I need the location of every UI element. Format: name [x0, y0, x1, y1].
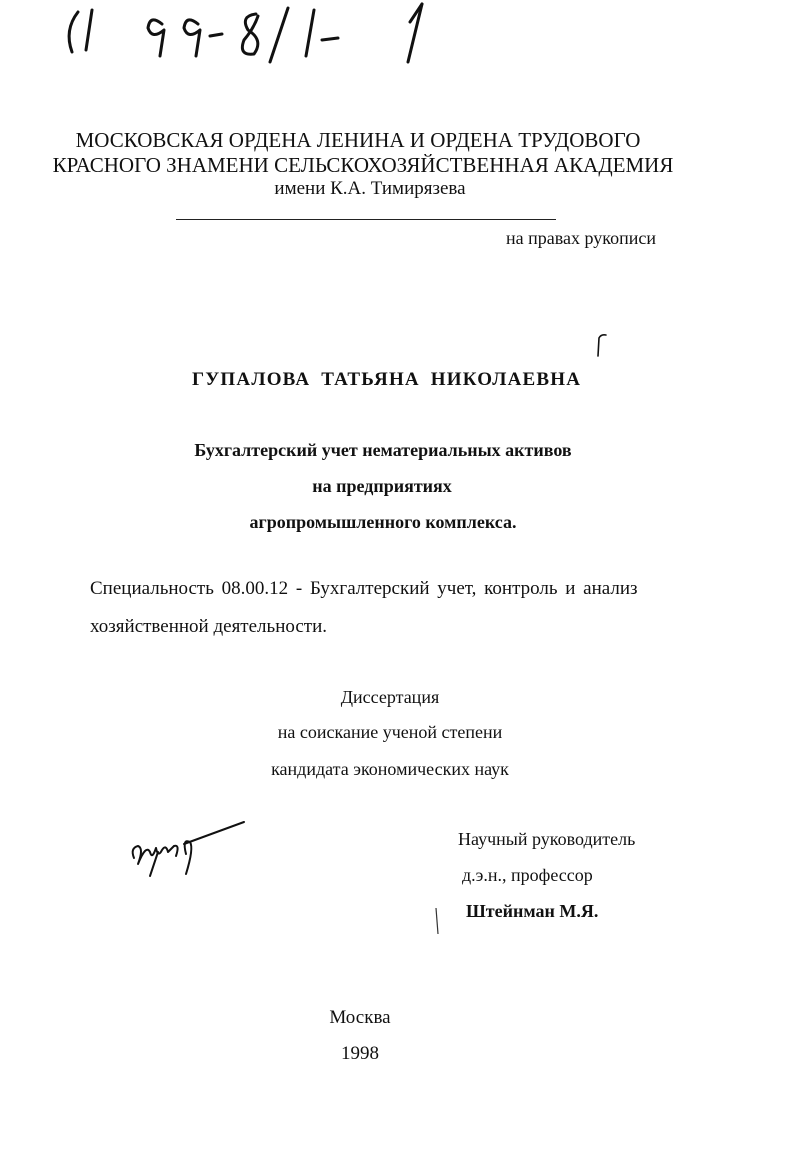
pen-mark-icon	[594, 332, 608, 358]
supervisor-name: Штейнман М.Я.	[466, 901, 599, 921]
pen-stroke-icon	[434, 906, 440, 936]
rights-note: на правах рукописи	[506, 228, 656, 248]
city: Москва	[329, 1007, 391, 1028]
dissertation-label: Диссертация	[340, 687, 440, 707]
dissertation-degree: кандидата экономических наук	[271, 759, 509, 779]
supervisor-degree: д.э.н., профессор	[462, 865, 593, 885]
author-name: ГУПАЛОВА ТАТЬЯНА НИКОЛАЕВНА	[192, 369, 582, 390]
specialty-line-2: хозяйственной деятельности.	[90, 616, 327, 637]
signature-icon	[128, 818, 248, 878]
supervisor-role: Научный руководитель	[458, 829, 636, 849]
svg-text:(1 99-8/1- 1: (1 99-8/1- 1	[58, 74, 78, 79]
specialty-line-1: Специальность 08.00.12 - Бухгалтерский учет, контроль и анализ	[90, 578, 638, 599]
institution-line-3: имени К.А. Тимирязева	[274, 178, 466, 199]
dissertation-purpose: на соискание ученой степени	[277, 722, 503, 742]
handwritten-archive-number	[58, 0, 458, 80]
institution-line-1: МОСКОВСКАЯ ОРДЕНА ЛЕНИНА И ОРДЕНА ТРУДОВОГО	[75, 128, 641, 152]
thesis-title-line-2: на предприятиях	[312, 476, 452, 496]
thesis-title-line-3: агропромышленного комплекса.	[249, 512, 517, 532]
year: 1998	[341, 1043, 379, 1064]
thesis-title-line-1: Бухгалтерский учет нематериальных активов	[194, 440, 572, 460]
institution-line-2: КРАСНОГО ЗНАМЕНИ СЕЛЬСКОХОЗЯЙСТВЕННАЯ АКАДЕМИЯ	[52, 153, 674, 177]
header-divider	[176, 219, 556, 220]
